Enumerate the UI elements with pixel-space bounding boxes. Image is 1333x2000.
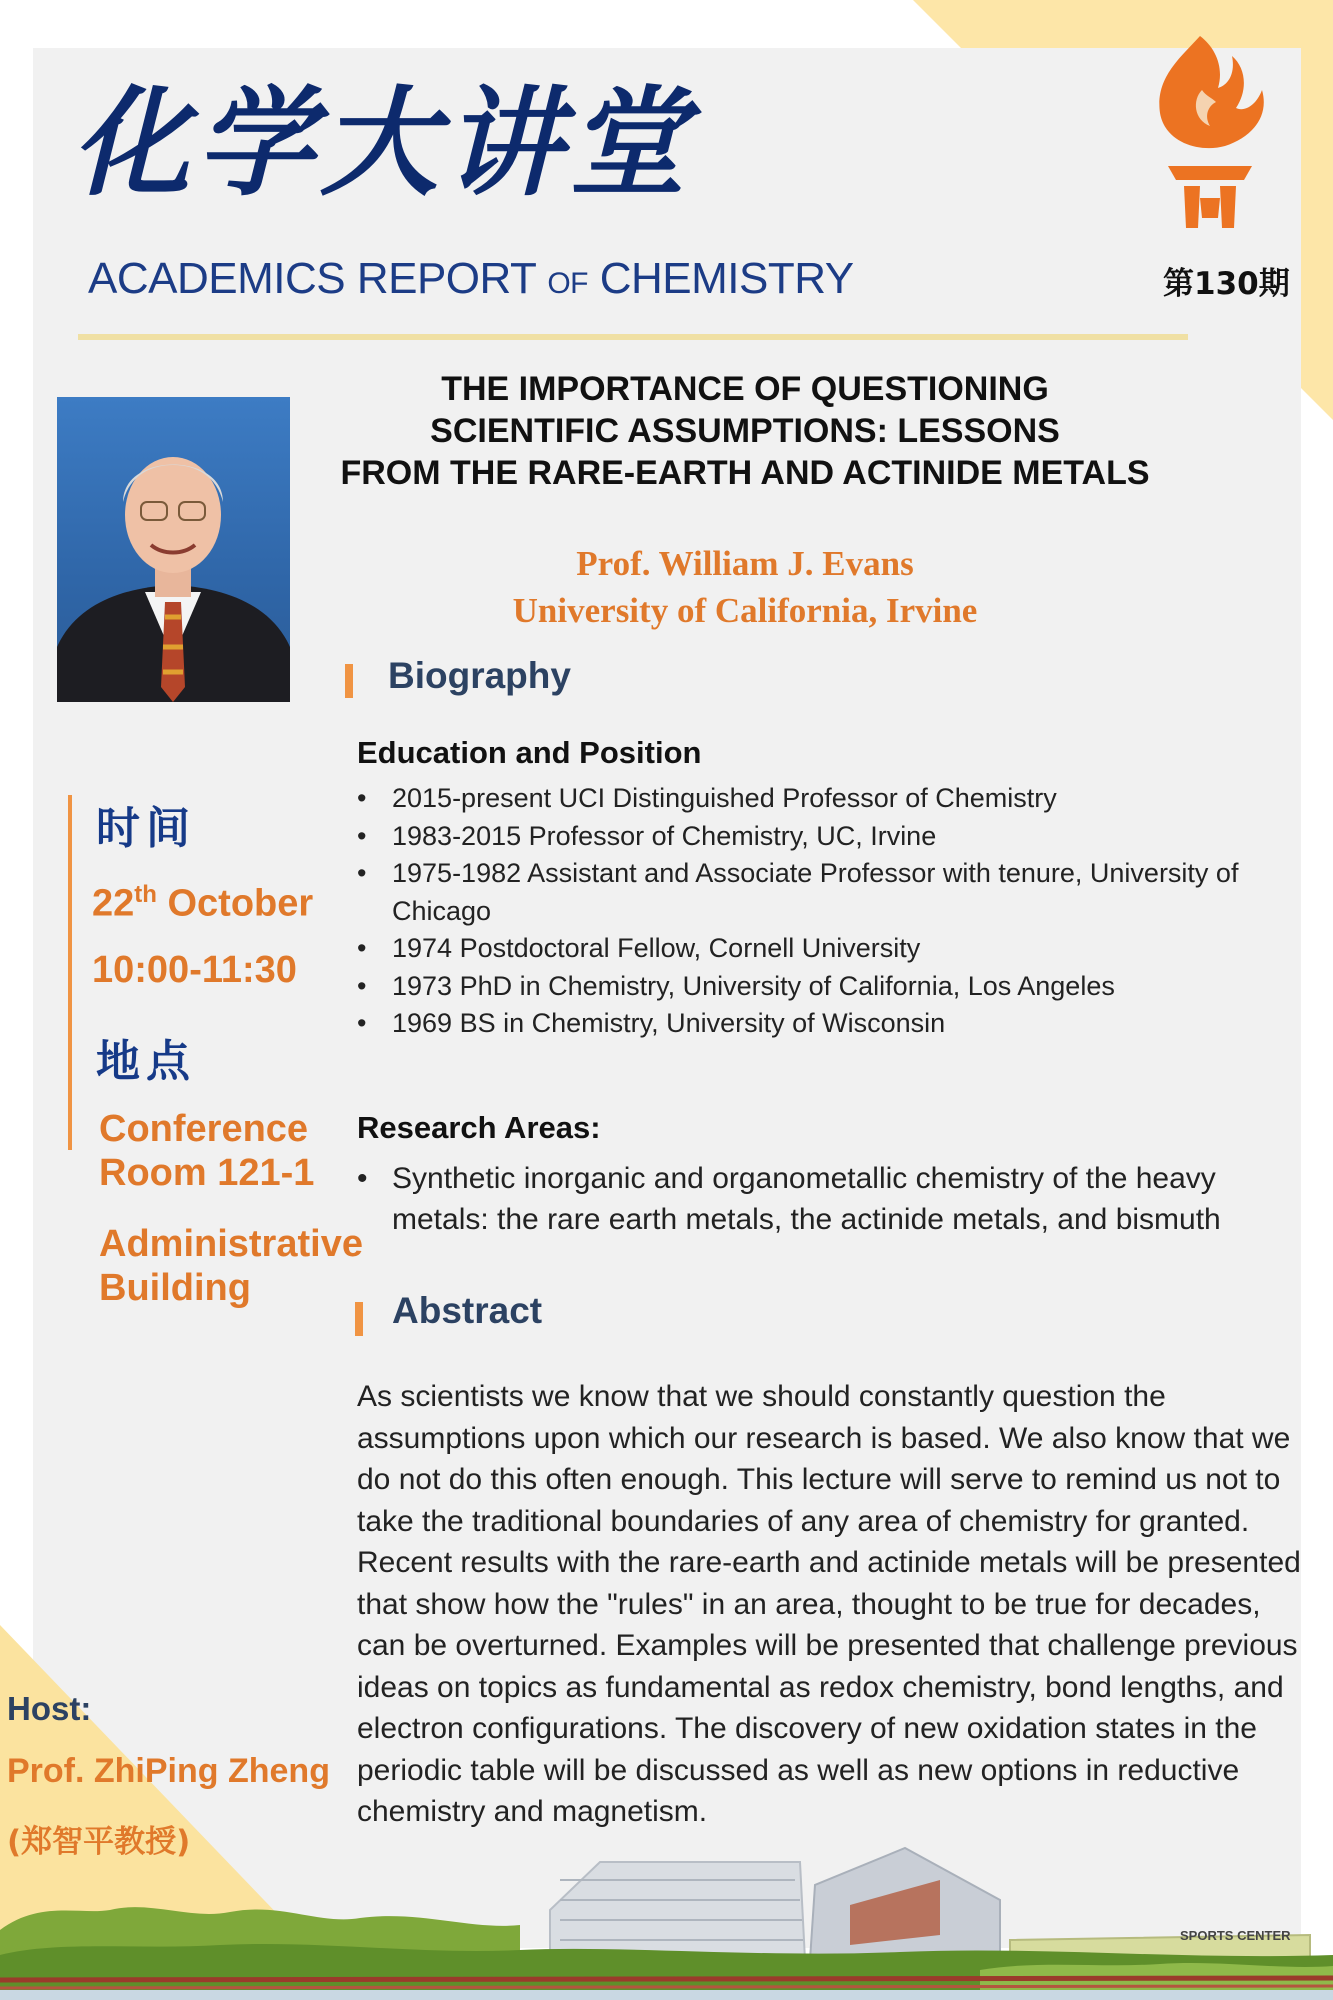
host-name-chinese: (郑智平教授) bbox=[7, 1824, 191, 1860]
talk-title bbox=[316, 368, 1174, 494]
event-info-accent-line bbox=[68, 795, 72, 1150]
education-item: • 2015-present UCI Distinguished Professor of Chemistry bbox=[357, 780, 1297, 818]
education-item: • 1969 BS in Chemistry, University of Wisconsin bbox=[357, 1005, 1297, 1043]
place-label: 地点 bbox=[96, 1036, 196, 1087]
education-item: • 1975-1982 Assistant and Associate Professor with tenure, University of Chicago bbox=[357, 855, 1297, 930]
event-room-line: Room 121-1 bbox=[99, 1152, 315, 1194]
event-building-line: Administrative bbox=[99, 1223, 363, 1265]
speaker-photo bbox=[57, 397, 290, 702]
speaker-affiliation: University of California, Irvine bbox=[512, 591, 978, 630]
education-item: • 1973 PhD in Chemistry, University of California, Los Angeles bbox=[357, 968, 1297, 1006]
research-list bbox=[357, 1158, 1287, 1240]
host-label: Host: bbox=[7, 1690, 92, 1727]
speaker-portrait-icon bbox=[57, 397, 290, 702]
biography-accent-bar bbox=[345, 664, 353, 698]
research-item: • Synthetic inorganic and organometallic chemistry of the heavy metals: the rare earth metals, the actinide metals, and bismuth bbox=[357, 1158, 1287, 1240]
education-heading: Education and Position bbox=[357, 735, 702, 770]
event-time: 10:00-11:30 bbox=[92, 949, 297, 991]
event-date-month: October bbox=[156, 882, 314, 925]
logo-english-title bbox=[88, 254, 854, 304]
talk-title-line: THE IMPORTANCE OF QUESTIONING bbox=[441, 370, 1049, 408]
abstract-heading: Abstract bbox=[392, 1290, 543, 1331]
event-room-line: Conference bbox=[99, 1108, 309, 1150]
biography-heading: Biography bbox=[388, 655, 571, 696]
campus-scene-illustration bbox=[0, 1840, 1333, 2000]
abstract-text: As scientists we know that we should constantly question the assumptions upon which our research is based. We also know that we do not do this often enough. This lecture will serve to remind us not to take the traditional boundaries of any area of chemistry for granted. Recent results with the rare-earth and actinide metals will be presented that show how the "rules" in an area, thought to be true for decades, can be overturned. Examples will be presented that challenge previous ideas on topics as fundamental as redox chemistry, bond lengths, and electron configurations. The discovery of new oxidation states in the periodic table will be discussed as well as new options in reductive chemistry and magnetism. bbox=[357, 1380, 1301, 1828]
time-label: 时间 bbox=[96, 803, 196, 854]
talk-title-line: SCIENTIFIC ASSUMPTIONS: LESSONS bbox=[430, 412, 1060, 450]
research-heading: Research Areas: bbox=[357, 1110, 601, 1145]
event-date bbox=[92, 873, 313, 926]
event-room bbox=[99, 1107, 314, 1195]
event-building bbox=[99, 1222, 363, 1310]
speaker-name: Prof. William J. Evans bbox=[576, 544, 914, 583]
logo-en-of: OF bbox=[547, 267, 588, 300]
host-name: Prof. ZhiPing Zheng bbox=[7, 1752, 330, 1790]
talk-title-line: FROM THE RARE-EARTH AND ACTINIDE METALS bbox=[340, 454, 1150, 492]
sports-center-sign: SPORTS CENTER bbox=[1180, 1928, 1291, 1943]
education-item: • 1974 Postdoctoral Fellow, Cornell University bbox=[357, 930, 1297, 968]
logo-chinese-title: 化学大讲堂 bbox=[72, 73, 693, 212]
event-building-line: Building bbox=[99, 1267, 251, 1309]
header-divider bbox=[78, 334, 1188, 340]
event-date-suffix: th bbox=[134, 881, 157, 908]
event-date-day: 22 bbox=[92, 882, 135, 925]
speaker-block bbox=[316, 540, 1174, 634]
logo-en-part2: CHEMISTRY bbox=[599, 254, 854, 303]
logo-en-part1: ACADEMICS REPORT bbox=[88, 254, 536, 303]
issue-number: 第130期 bbox=[1163, 266, 1290, 302]
torch-logo-icon bbox=[1140, 28, 1280, 228]
education-list bbox=[357, 780, 1297, 1043]
education-item: • 1983-2015 Professor of Chemistry, UC, Irvine bbox=[357, 818, 1297, 856]
